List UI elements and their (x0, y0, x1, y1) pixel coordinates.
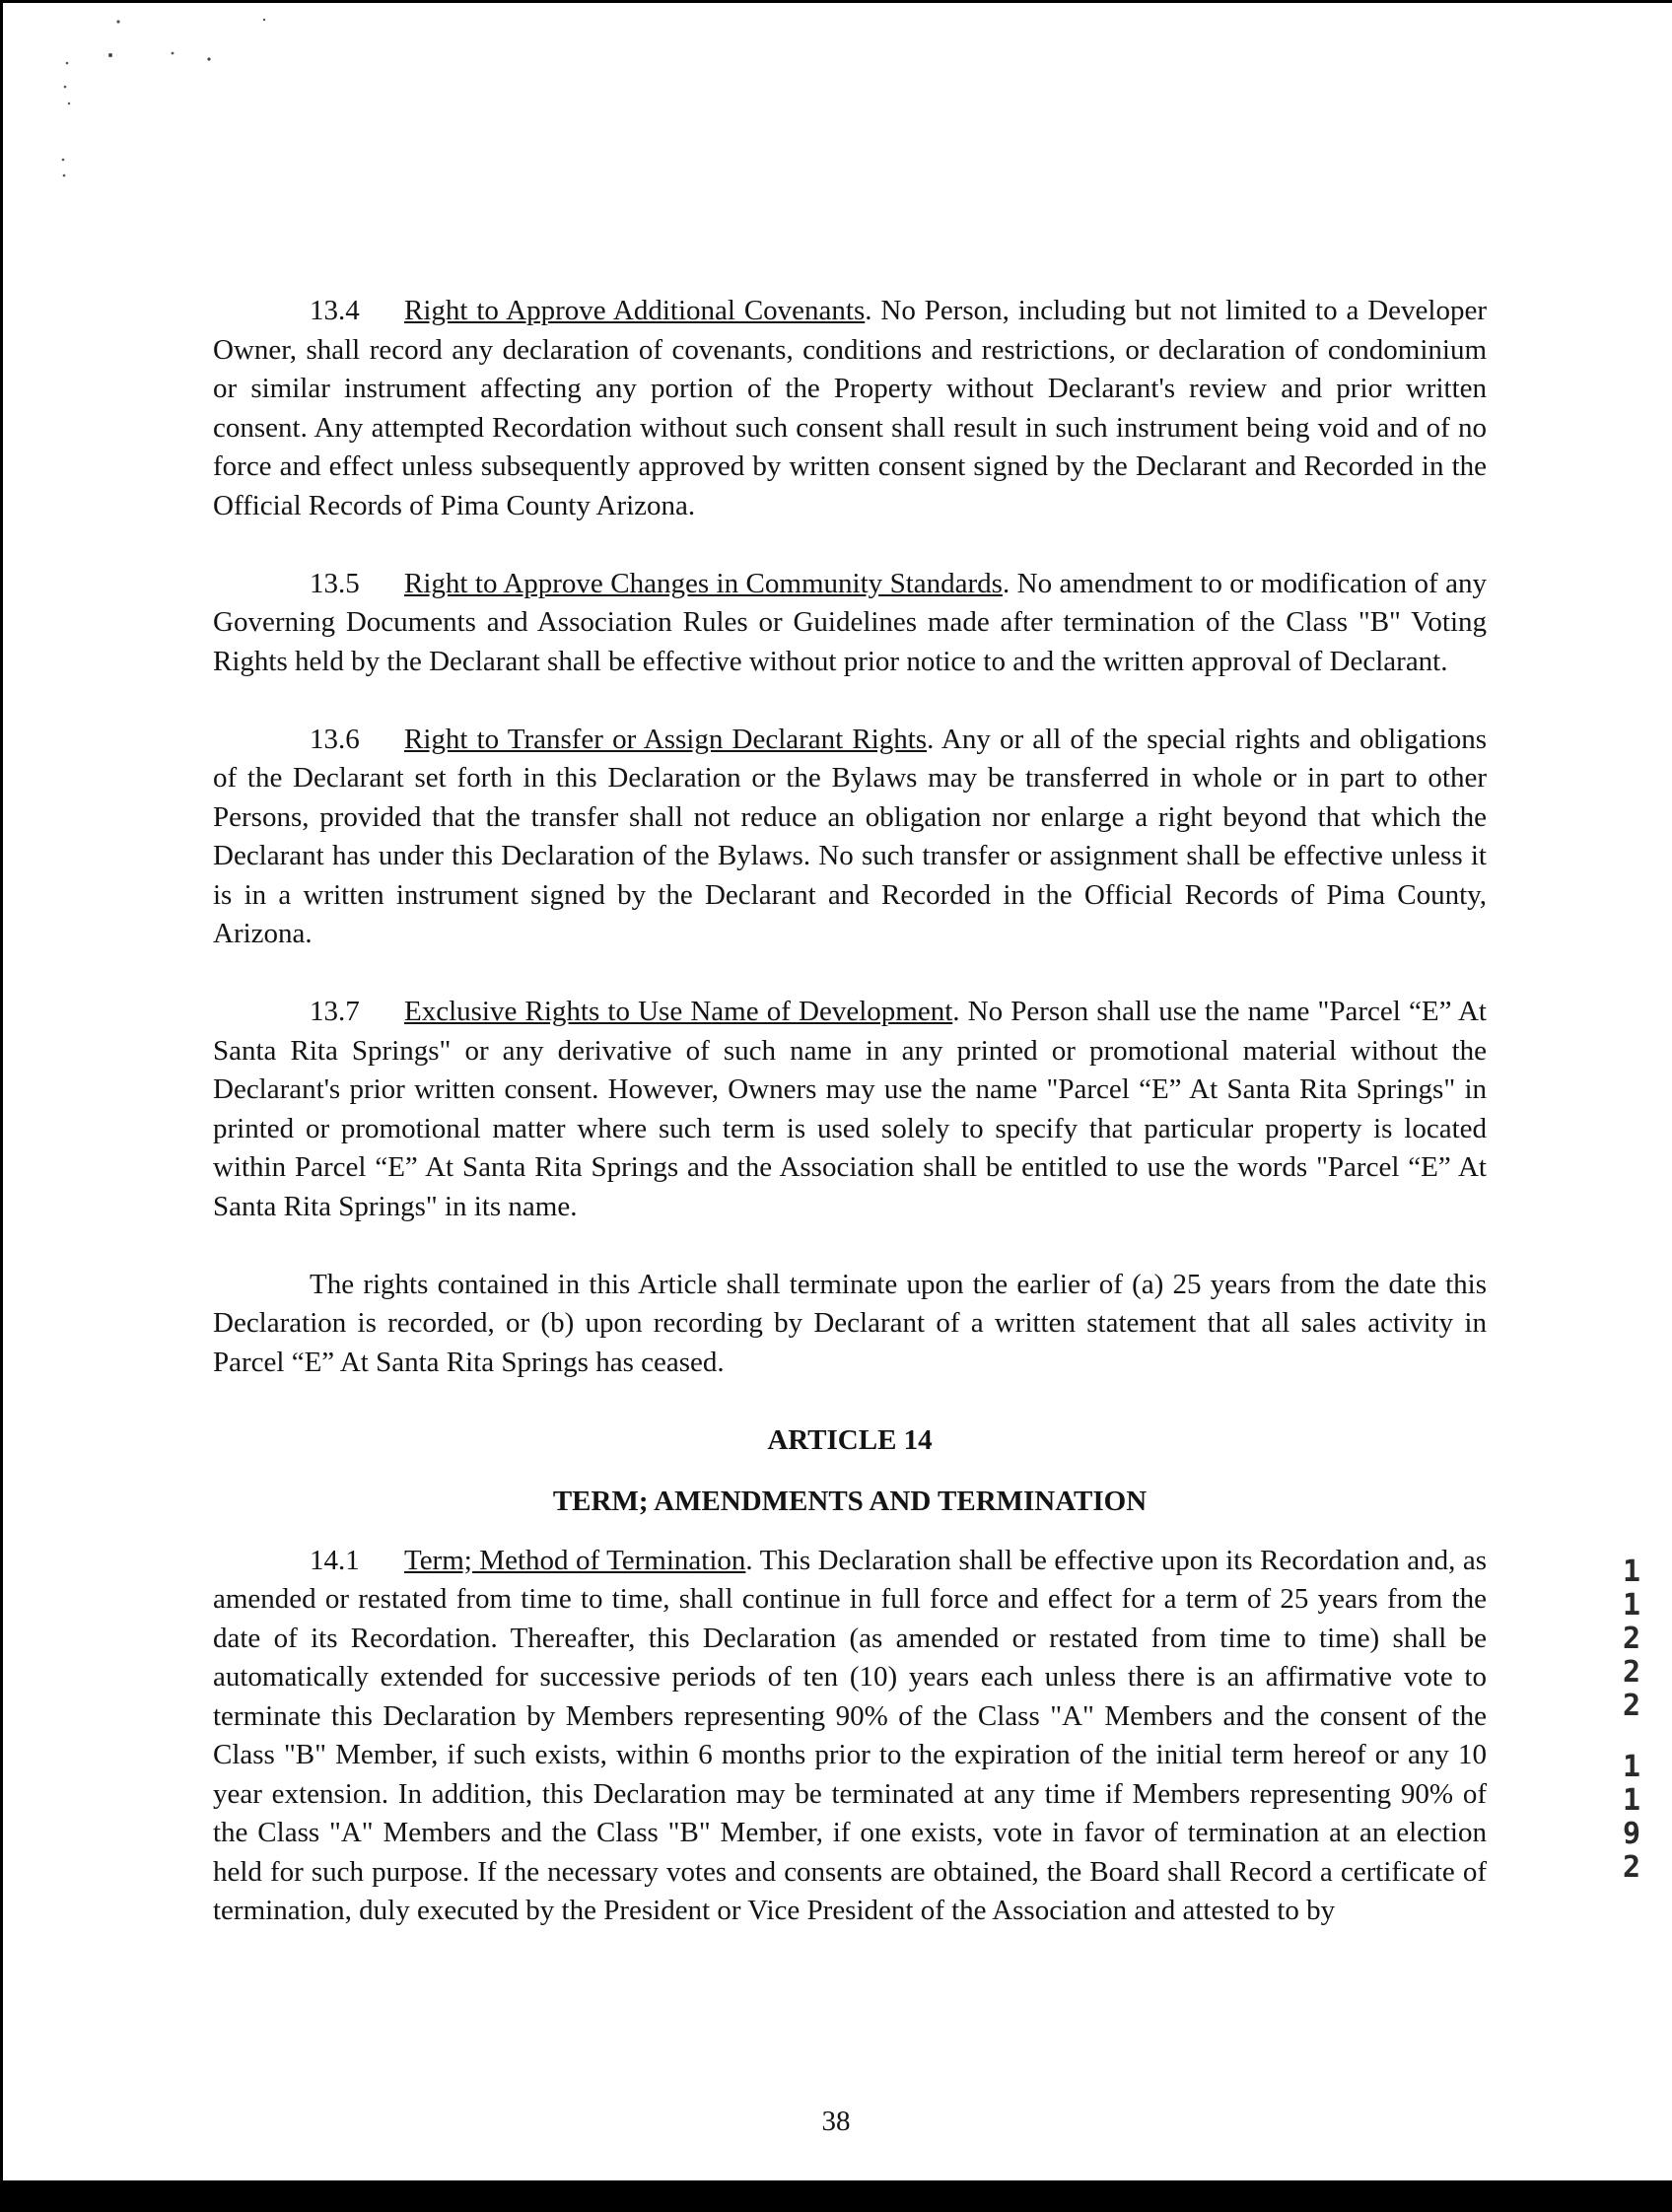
section-heading: Term; Method of Termination (404, 1544, 746, 1576)
section-13-5 (213, 565, 1487, 682)
section-13-6 (213, 721, 1487, 954)
recording-digit: 1 (1622, 1750, 1641, 1784)
section-heading: Right to Transfer or Assign Declarant Rights (404, 723, 928, 755)
recording-digit: 2 (1622, 1850, 1641, 1885)
section-text: . No Person shall use the name "Parcel “E” At Santa Rita Springs" or any derivative of such name in any printed or promotional material without the Declarant's prior written consent. However, Owners may use the name "Parcel “E” At Santa Rita Springs" in printed or promotional matter where such term is used solely to specify that particular property is located within Parcel “E” At Santa Rita Springs and the Association shall be entitled to use the words "Parcel “E” At Santa Rita Springs" in its name. (213, 996, 1487, 1222)
section-number: 13.6 (310, 723, 360, 755)
section-text: . This Declaration shall be effective upon its Recordation and, as amended or restated from time to time, shall continue in full force and effect for a term of 25 years from the date of its Recordation. Thereafter, this Declaration (as amended or restated from time to time) shall be automatically extended for successive periods of ten (10) years each unless there is an affirmative vote to terminate this Declaration by Members representing 90% of the Class "A" Members and the consent of the Class "B" Member, if such exists, within 6 months prior to the expiration of the initial term hereof or any 10 year extension. In addition, this Declaration may be terminated at any time if Members representing 90% of the Class "A" Members and the Class "B" Member, if one exists, vote in favor of termination at an election held for such purpose. If the necessary votes and consents are obtained, the Board shall Record a certificate of termination, duly executed by the President or Vice President of the Association and attested to by (213, 1544, 1488, 1926)
recording-page-number (1617, 1751, 1646, 1885)
section-number: 13.7 (310, 996, 360, 1027)
document-body (213, 292, 1487, 1931)
section-number: 13.5 (310, 567, 360, 599)
recording-digit: 1 (1622, 1783, 1641, 1818)
closing-paragraph: The rights contained in this Article shall terminate upon the earlier of (a) 25 years from the date this Declaration is recorded, or (b) upon recording by Declarant of a written statement that all sales activity in Parcel “E” At Santa Rita Springs has ceased. (213, 1268, 1487, 1378)
recording-digit: 2 (1622, 1622, 1641, 1656)
recording-digit: 2 (1622, 1689, 1641, 1723)
article-label: ARTICLE 14 (767, 1423, 933, 1456)
recording-digit: 1 (1622, 1588, 1641, 1623)
scan-bottom-band (0, 2180, 1672, 2212)
recording-digit: 2 (1622, 1655, 1641, 1690)
recording-stamp (1617, 1555, 1646, 1912)
section-13-4 (213, 292, 1487, 525)
recording-book-number (1617, 1555, 1646, 1723)
section-13-7 (213, 993, 1487, 1226)
page-number: 38 (821, 2106, 851, 2137)
section-text: . No Person, including but not limited to a Developer Owner, shall record any declaration of covenants, conditions and restrictions, or declaration of condominium or similar instrument affecting any portion of the Property without Declarant's review and prior written consent. Any attempted Recordation without such consent shall result in such instrument being void and of no force and effect unless subsequently approved by written consent signed by the Declarant and Recorded in the Official Records of Pima County Arizona. (213, 295, 1487, 521)
section-number: 13.4 (310, 295, 360, 326)
section-number: 14.1 (310, 1544, 360, 1576)
recording-digit: 9 (1622, 1817, 1641, 1851)
section-text: . Any or all of the special rights and obligations of the Declarant set forth in this Declaration or the Bylaws may be transferred in whole or in part to other Persons, provided that the transfer shall not reduce an obligation nor enlarge a right beyond that which the Declarant has under this Declaration of the Bylaws. No such transfer or assignment shall be effective unless it is in a written instrument signed by the Declarant and Recorded in the Official Records of Pima County, Arizona. (213, 723, 1487, 949)
section-text: . No amendment to or modification of any Governing Documents and Association Rules or Guidelines made after termination of the Class "B" Voting Rights held by the Declarant shall be effective without prior notice to and the written approval of Declarant. (213, 567, 1487, 677)
recording-digit: 1 (1622, 1555, 1641, 1589)
page-border-left (0, 0, 3, 2212)
scan-specks (0, 0, 296, 197)
section-heading: Exclusive Rights to Use Name of Development (404, 996, 953, 1027)
section-14-1 (213, 1542, 1487, 1931)
article-title: TERM; AMENDMENTS AND TERMINATION (552, 1486, 1148, 1517)
section-heading: Right to Approve Changes in Community Standards (404, 567, 1003, 599)
section-heading: Right to Approve Additional Covenants (404, 295, 866, 326)
